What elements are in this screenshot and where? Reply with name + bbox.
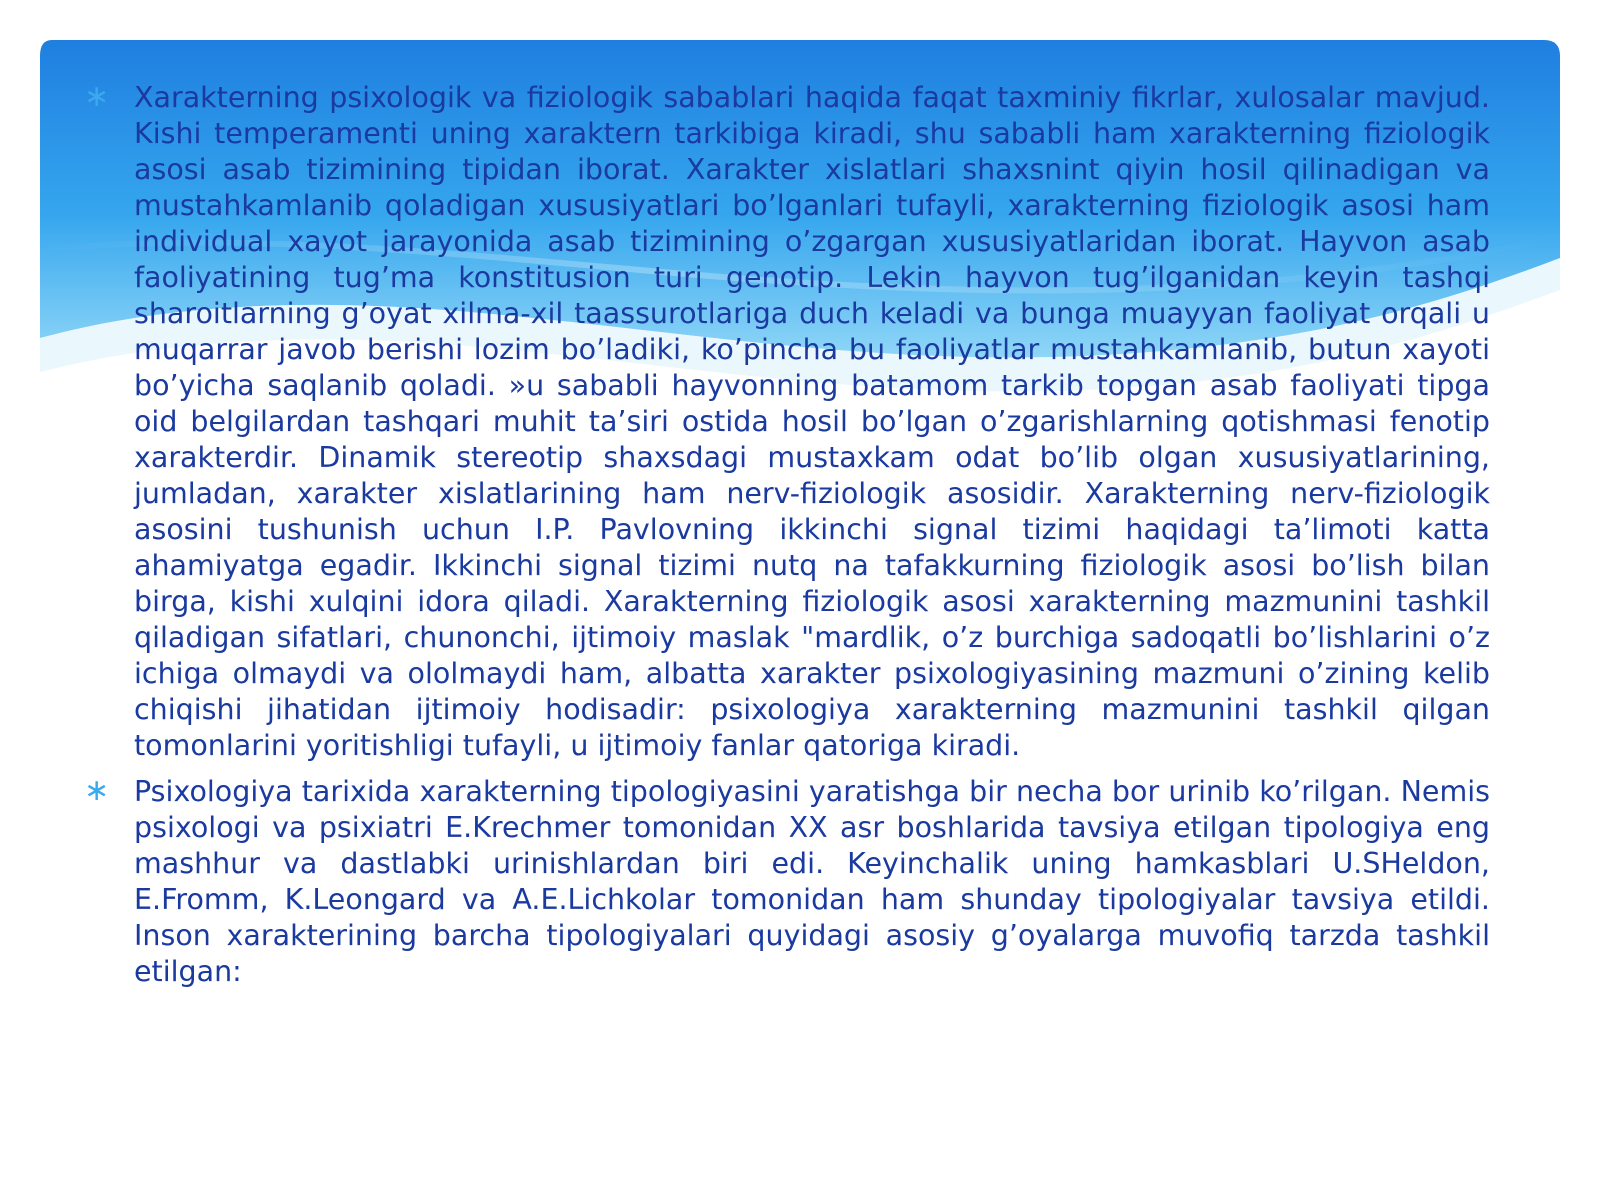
content-area — [84, 80, 1490, 1000]
asterisk-bullet-icon: ∗ — [84, 79, 110, 114]
asterisk-bullet-icon: ∗ — [84, 773, 110, 808]
bullet-paragraph — [84, 774, 1490, 990]
paragraph-text: Psixologiya tarixida xarakterning tipologiyasini yaratishga bir necha bor urinib ko’rilgan. Nemis psixologi va psixiatri E.Krechmer tomonidan XX asr boshlarida tavsiya etilgan tipologiya eng mashhur va dastlabki urinishlardan biri edi. Keyinchalik uning hamkasblari U.SHeldon, E.Fromm, K.Leongard va A.E.Lichkolar tomonidan ham shunday tipologiyalar tavsiya etildi. Inson xarakterining barcha tipologiyalari quyidagi asosiy g’oyalarga muvofiq tarzda tashkil etilgan: — [134, 775, 1490, 988]
paragraph-text: Xarakterning psixologik va fiziologik sabablari haqida faqat taxminiy fikrlar, xulosalar mavjud. Kishi temperamenti uning xaraktern tarkibiga kiradi, shu sababli ham xarakterning fiziologik asosi asab tizimining tipidan iborat. Xarakter xislatlari shaxsnint qiyin hosil qilinadigan va mustahkamlanib qoladigan xususiyatlari bo’lganlari tufayli, xarakterning fiziologik asosi ham individual xayot jarayonida asab tizimining o’zgargan xususiyatlaridan iborat. Hayvon asab faoliyatining tug’ma konstitusion turi genotip. Lekin hayvon tug’ilganidan keyin tashqi sharoitlarning g’oyat xilma-xil taassurotlariga duch keladi va bunga muayyan faoliyat orqali u muqarrar javob berishi lozim bo’ladiki, ko’pincha bu faoliyatlar mustahkamlanib, butun xayoti bo’yicha saqlanib qoladi. »u sababli hayvonning batamom tarkib topgan asab faoliyati tipga oid belgilardan tashqari muhit ta’siri ostida hosil bo’lgan o’zgarishlarning qotishmasi fenotip xarakterdir. Dinamik stereotip shaxsdagi mustaxkam odat bo’lib olgan xususiyatlarining, jumladan, xarakter xislatlarining ham nerv-fiziologik asosidir. Xarakterning nerv-fiziologik asosini tushunish uchun I.P. Pavlovning ikkinchi signal tizimi haqidagi ta’limoti katta ahamiyatga egadir. Ikkinchi signal tizimi nutq na tafakkurning fiziologik asosi bo’lish bilan birga, kishi xulqini idora qiladi. Xarakterning fiziologik asosi xarakterning mazmunini tashkil qiladigan sifatlari, chunonchi, ijtimoiy maslak "mardlik, o’z burchiga sadoqatli bo’lishlarini o’z ichiga olmaydi va ololmaydi ham, albatta xarakter psixologiyasining mazmuni o’zining kelib chiqishi jihatidan ijtimoiy hodisadir: psixologiya xarakterning mazmunini tashkil qilgan tomonlarini yoritishligi tufayli, u ijtimoiy fanlar qatoriga kiradi. — [134, 81, 1490, 762]
bullet-paragraph — [84, 80, 1490, 764]
